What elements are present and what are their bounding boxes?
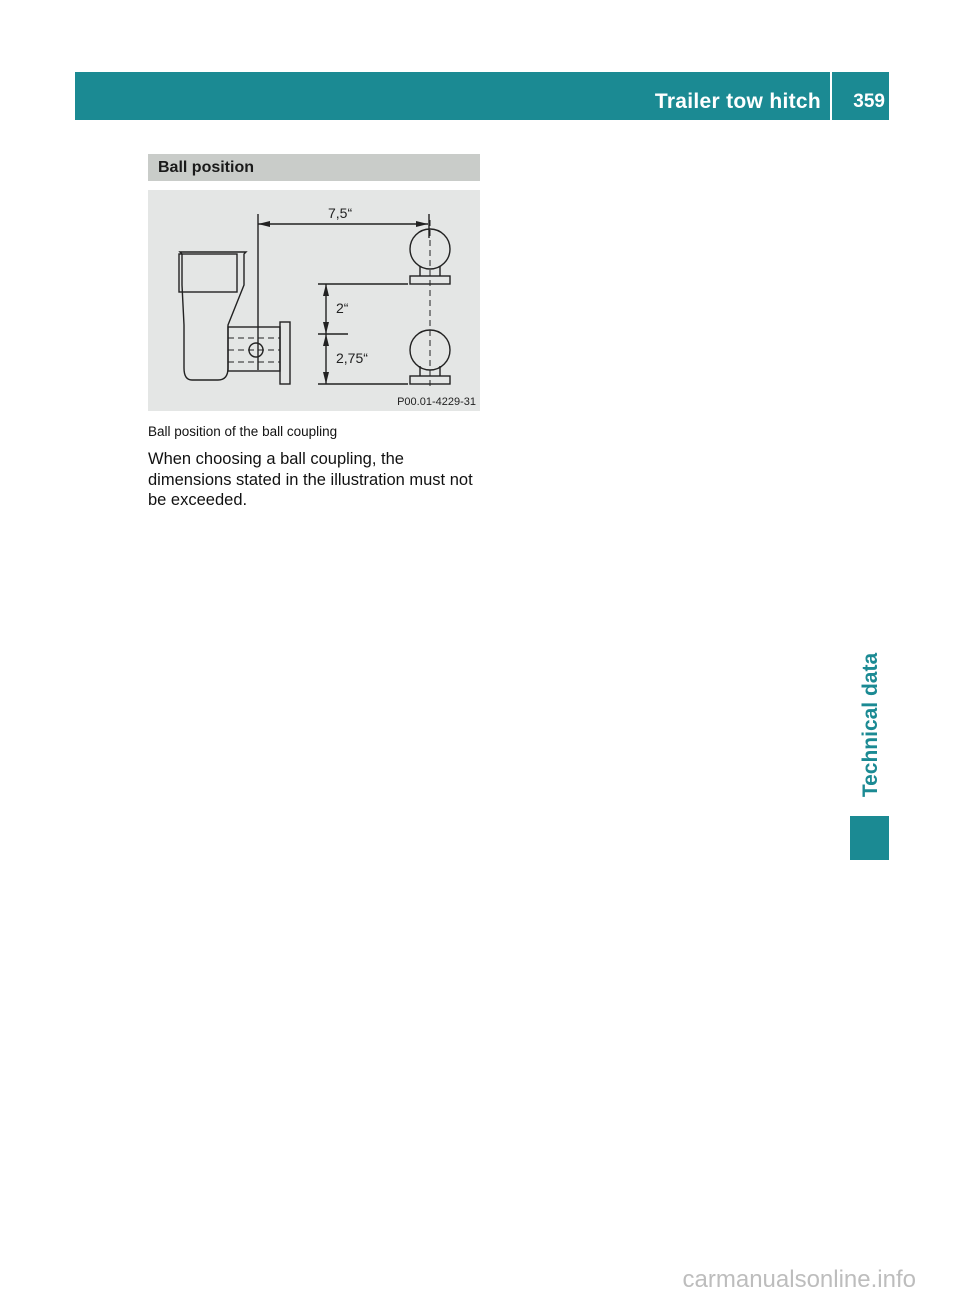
ball-position-figure [148,190,480,411]
body-paragraph: When choosing a ball coupling, the dimensions stated in the illustration must not be exceeded. [148,450,473,509]
hitch-flange [280,322,290,384]
dim-label-upper: 2“ [336,300,349,316]
hitch-tongue [228,327,280,371]
section-heading: Ball position [148,154,480,181]
header-bar [75,72,889,120]
hitch-body-outline [180,252,246,380]
header-title: Trailer tow hitch [654,90,821,113]
arrow-h-left [258,221,270,227]
figure-caption: Ball position of the ball coupling [148,424,338,439]
header-separator [830,72,832,120]
side-tab [852,635,890,815]
side-tab-marker [850,816,889,860]
page-number: 359 [853,91,885,112]
figure-code: P00.01-4229-31 [397,396,476,408]
dim-label-lower: 2,75“ [336,350,368,366]
watermark: carmanualsonline.info [682,1266,916,1293]
arrow-v-mid-up [323,322,329,334]
hitch-upper-box [179,254,237,292]
arrow-v-top [323,284,329,296]
ball-position-diagram [148,190,480,411]
arrow-v-bottom [323,372,329,384]
arrow-h-right [416,221,428,227]
dim-label-horizontal: 7,5“ [328,205,353,221]
arrow-v-mid-down [323,334,329,346]
side-tab-label: Technical data [859,652,882,798]
